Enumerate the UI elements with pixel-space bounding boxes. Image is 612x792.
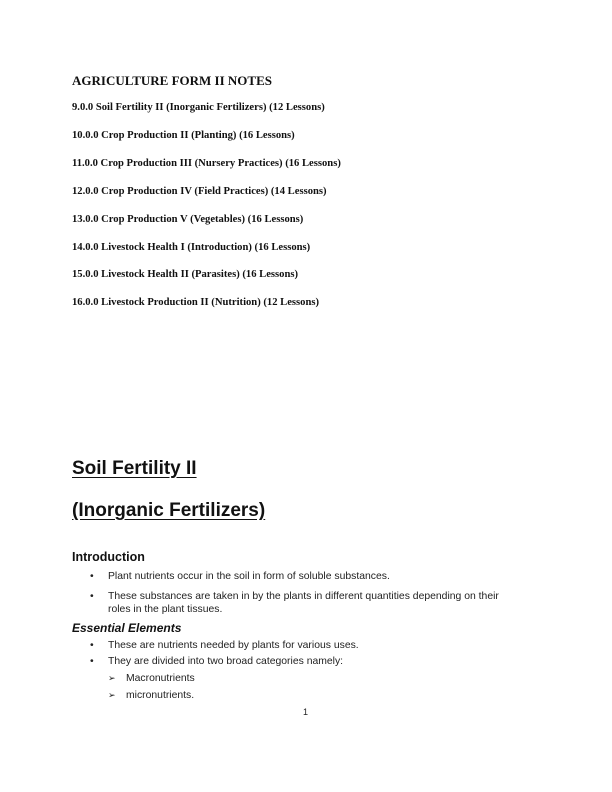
bullet-icon: •: [90, 656, 94, 667]
arrow-bullet-icon: ➢: [108, 673, 116, 683]
toc-item: 16.0.0 Livestock Production II (Nutrition) (12 Lessons): [72, 297, 319, 308]
sub-bullet-item: [108, 673, 195, 684]
toc-item: 15.0.0 Livestock Health II (Parasites) (16 Lessons): [72, 269, 298, 280]
essential-elements-heading: Essential Elements: [72, 621, 182, 635]
section-heading: Soil Fertility II: [72, 458, 197, 479]
toc-item: 13.0.0 Crop Production V (Vegetables) (16 Lessons): [72, 214, 304, 225]
bullet-icon: •: [90, 591, 94, 602]
bullet-icon: •: [90, 571, 94, 582]
toc-item: 10.0.0 Crop Production II (Planting) (16 Lessons): [72, 130, 295, 141]
sub-bullet-item: [108, 690, 195, 701]
toc-item: 11.0.0 Crop Production III (Nursery Practices) (16 Lessons): [72, 158, 341, 169]
bullet-text: These substances are taken in by the plants in different quantities depending on their: [108, 591, 499, 602]
introduction-heading: Introduction: [72, 550, 145, 564]
bullet-item: [90, 591, 499, 602]
sub-bullet-text: micronutrients.: [126, 690, 195, 701]
bullet-item: [90, 571, 390, 582]
bullet-text: They are divided into two broad categories namely:: [108, 656, 344, 667]
toc-item: 12.0.0 Crop Production IV (Field Practices) (14 Lessons): [72, 186, 327, 197]
bullet-icon: •: [90, 640, 94, 651]
sub-bullet-text: Macronutrients: [126, 673, 195, 684]
section-subheading: (Inorganic Fertilizers): [72, 500, 266, 521]
toc-item: 9.0.0 Soil Fertility II (Inorganic Fertilizers) (12 Lessons): [72, 102, 325, 113]
document-title: AGRICULTURE FORM II NOTES: [72, 73, 272, 88]
bullet-text: Plant nutrients occur in the soil in form of soluble substances.: [108, 571, 390, 582]
toc-item: 14.0.0 Livestock Health I (Introduction) (16 Lessons): [72, 242, 311, 253]
arrow-bullet-icon: ➢: [108, 690, 116, 700]
bullet-continuation: roles in the plant tissues.: [108, 604, 223, 615]
bullet-text: These are nutrients needed by plants for various uses.: [108, 640, 359, 651]
page-number: 1: [303, 707, 309, 717]
bullet-item: [90, 640, 359, 651]
bullet-item: [90, 656, 344, 667]
